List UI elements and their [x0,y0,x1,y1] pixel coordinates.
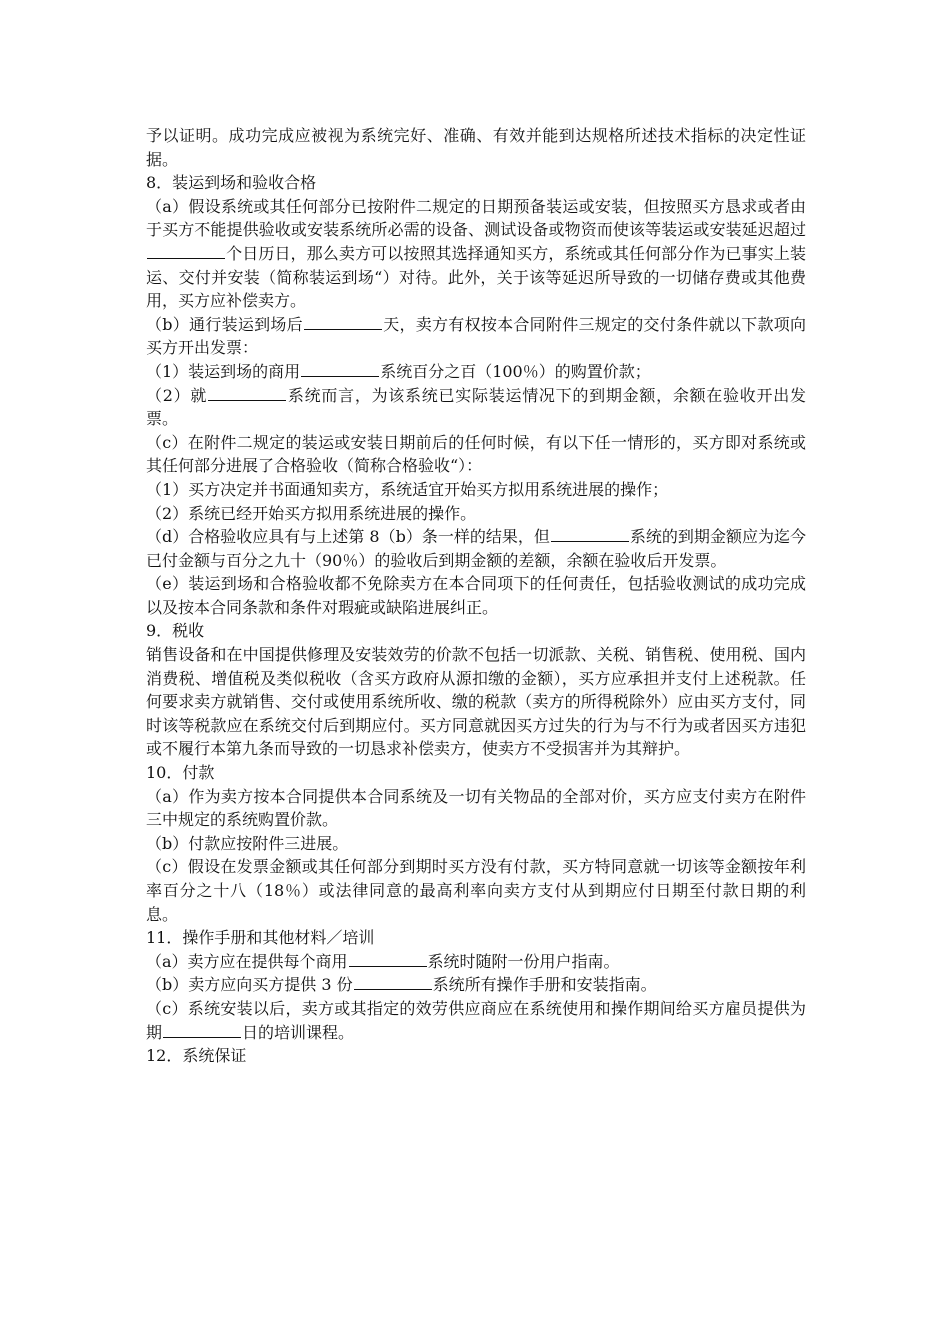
text-run: 系统而言，为该系统已实际装运情况下的到期金额，余额在验收开出发票。 [146,385,806,429]
section-heading-12 [146,1044,806,1068]
text-run: （2）系统已经开始买方拟用系统进展的操作。 [146,503,477,523]
paragraph [146,502,806,526]
text-run: 系统时随附一份用户指南。 [427,951,620,971]
paragraph [146,525,806,572]
paragraph [146,360,806,384]
text-run: 天，卖方有权按本合同附件三规定的交付条件就以下款项向买方开出发票： [146,314,806,358]
paragraph [146,855,806,926]
text-run: 12．系统保证 [146,1046,247,1066]
paragraph [146,124,806,171]
paragraph [146,643,806,761]
text-run: 个日历日，那么卖方可以按照其选择通知买方，系统或其任何部分作为已事实上装运、交付并安装（简称装运到场“）对待。此外，关于该等延迟所导致的一切储存费或其他费用，买方应补偿卖方。 [146,243,806,311]
text-run: （a）假设系统或其任何部分已按附件二规定的日期预备装运或安装，但按照买方恳求或者由于买方不能提供验收或安装系统所必需的设备、测试设备或物资而使该等装运或安装延迟超过 [146,196,806,240]
paragraph [146,997,806,1044]
text-run: （2）就 [146,385,208,405]
blank-line [354,974,432,990]
section-heading-11 [146,926,806,950]
section-heading-10 [146,761,806,785]
blank-line [147,243,225,259]
text-run: （a）作为卖方按本合同提供本合同系统及一切有关物品的全部对价，买方应支付卖方在附件三中规定的系统购置价款。 [146,786,806,830]
paragraph [146,384,806,431]
text-run: （c）系统安装以后，卖方或其指定的效劳供应商应在系统使用和操作期间给买方雇员提供为期 [146,998,806,1042]
section-heading-9 [146,619,806,643]
paragraph [146,950,806,974]
paragraph [146,832,806,856]
text-run: 系统的到期金额应为迄今已付金额与百分之九十（90％）的验收后到期金额的差额，余额在验收后开发票。 [146,527,806,570]
text-run: 8．装运到场和验收合格 [146,173,317,193]
text-run: 11．操作手册和其他材料／培训 [146,928,375,948]
paragraph [146,785,806,832]
paragraph [146,572,806,619]
text-run: 日的培训课程。 [242,1022,355,1042]
blank-line [208,385,286,401]
text-run: 系统所有操作手册和安装指南。 [432,975,657,995]
text-run: （a）卖方应在提供每个商用 [146,951,348,971]
text-run: （d）合格验收应具有与上述第 8（b）条一样的结果，但 [146,527,550,547]
text-run: （b）卖方应向买方提供 3 份 [146,975,353,995]
text-run: （1）买方决定并书面通知卖方，系统适宜开始买方拟用系统进展的操作； [146,479,669,499]
document-page [146,124,806,1068]
paragraph [146,973,806,997]
text-run: 9．税收 [146,621,205,641]
paragraph [146,313,806,360]
text-run: 系统百分之百（100％）的购置价款； [380,361,651,381]
paragraph [146,195,806,313]
text-run: （c）假设在发票金额或其任何部分到期时买方没有付款，买方特同意就一切该等金额按年利率百分之十八（18％）或法律同意的最高利率向卖方支付从到期应付日期至付款日期的利息。 [146,857,806,924]
blank-line [304,314,382,330]
text-run: 予以证明。成功完成应被视为系统完好、准确、有效并能到达规格所述技术指标的决定性证据。 [146,126,806,169]
text-run: （1）装运到场的商用 [146,361,301,381]
text-run: 10．付款 [146,763,215,783]
text-run: （b）通行装运到场后 [146,314,303,334]
text-run: 销售设备和在中国提供修理及安装效劳的价款不包括一切派款、关税、销售税、使用税、国内消费税、增值税及类似税收（含买方政府从源扣缴的金额），买方应承担并支付上述税款。任何要求卖方就销售、交付或使用系统所收、缴的税款（卖方的所得税除外）应由买方支付，同时该等税款应在系统交付后到期应付。买方同意就因买方过失的行为与不行为或者因买方违犯或不履行本第九条而导致的一切恳求补偿卖方，使卖方不受损害并为其辩护。 [146,645,806,759]
text-run: （c）在附件二规定的装运或安装日期前后的任何时候，有以下任一情形的，买方即对系统或其任何部分进展了合格验收（简称合格验收“）： [146,432,806,476]
blank-line [301,361,379,377]
blank-line [551,526,629,542]
paragraph [146,431,806,478]
section-heading-8 [146,171,806,195]
text-run: （b）付款应按附件三进展。 [146,833,349,853]
paragraph [146,478,806,502]
text-run: （e）装运到场和合格验收都不免除卖方在本合同项下的任何责任，包括验收测试的成功完成以及按本合同条款和条件对瑕疵或缺陷进展纠正。 [146,574,806,617]
blank-line [163,1022,241,1038]
blank-line [349,951,427,967]
